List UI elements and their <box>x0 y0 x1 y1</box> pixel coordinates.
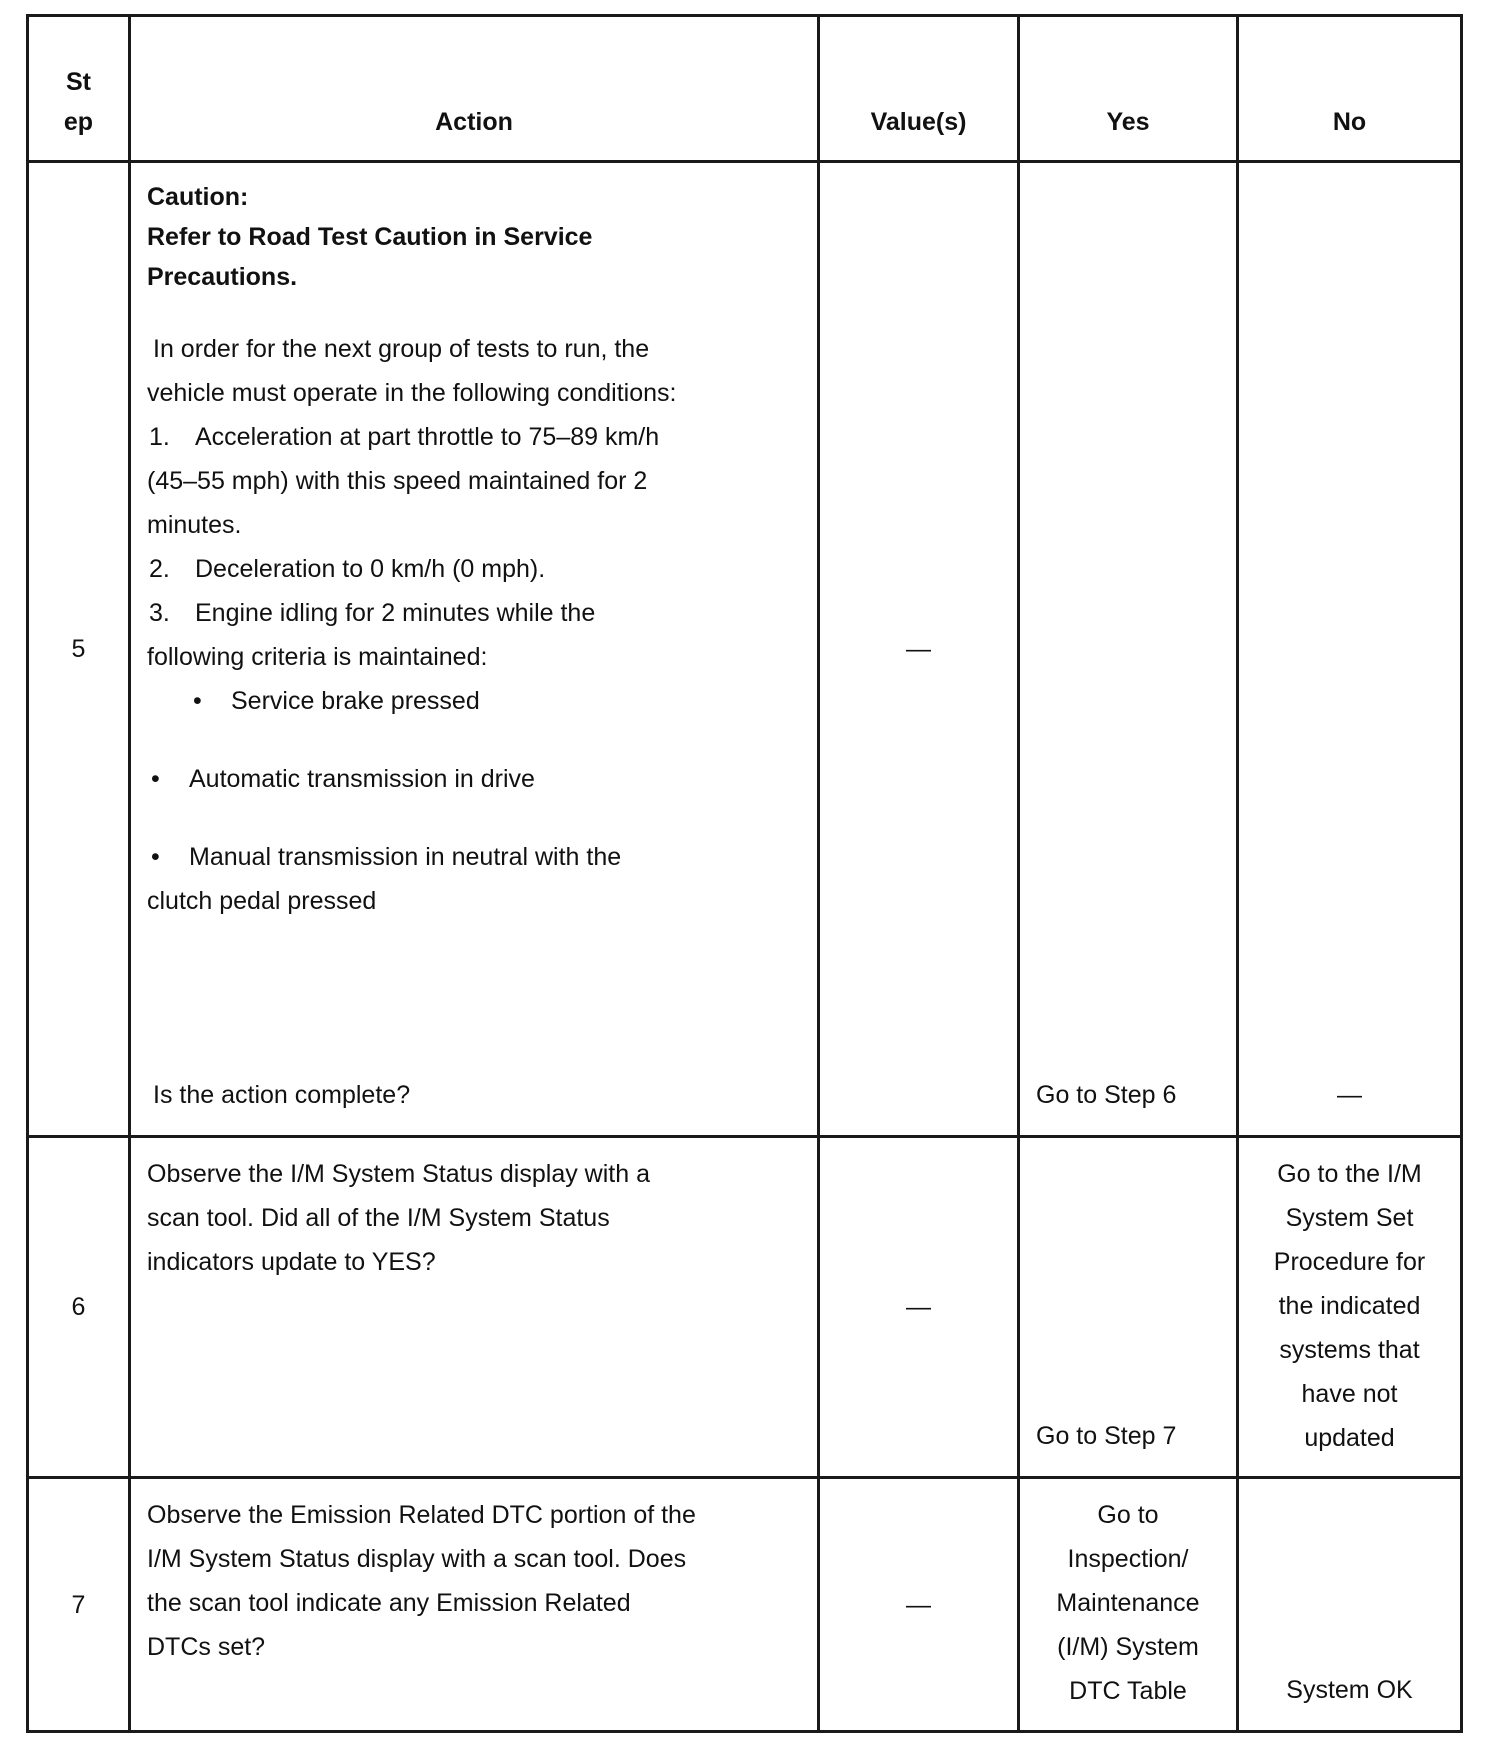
yes-cell: Go to Step 6 <box>1019 162 1238 1137</box>
action-line: I/M System Status display with a scan tool. Does <box>147 1545 687 1573</box>
action-cell <box>130 1137 819 1478</box>
header-step: St ep <box>28 16 130 162</box>
no-cell: Go to the I/M System Set Procedure for the indicated systems that have not updated <box>1238 1137 1462 1478</box>
list-item: 1. Acceleration at part throttle to 75–89 km/h <box>149 423 660 451</box>
intro-line: In order for the next group of tests to run, the <box>153 335 650 363</box>
list-item: 2. Deceleration to 0 km/h (0 mph). <box>149 555 546 583</box>
list-item: 3. Engine idling for 2 minutes while the <box>149 599 596 627</box>
table-row-step-7 <box>28 1478 1462 1732</box>
header-action: Action <box>130 16 819 162</box>
action-line: scan tool. Did all of the I/M System Status <box>147 1204 610 1232</box>
no-cell: — <box>1238 162 1462 1137</box>
action-line: Observe the I/M System Status display with a <box>147 1160 650 1188</box>
yes-cell: Go to Inspection/ Maintenance (I/M) System DTC Table <box>1019 1478 1238 1732</box>
value-cell: — <box>819 162 1019 1137</box>
table-row-step-6 <box>28 1137 1462 1478</box>
header-yes: Yes <box>1019 16 1238 162</box>
bullet-item: • Manual transmission in neutral with the <box>147 835 803 879</box>
caution-text-line: Precautions. <box>147 263 298 291</box>
bullet-dot: • <box>193 687 202 715</box>
header-row <box>28 16 1462 162</box>
step-number: 6 <box>28 1137 130 1478</box>
action-line: DTCs set? <box>147 1633 266 1661</box>
intro-line: vehicle must operate in the following conditions: <box>147 379 677 407</box>
table-row-step-5 <box>28 162 1462 1137</box>
value-cell: — <box>819 1478 1019 1732</box>
no-cell: System OK <box>1238 1478 1462 1732</box>
yes-cell: Go to Step 7 <box>1019 1137 1238 1478</box>
bullet-dot: • <box>151 843 160 871</box>
header-no: No <box>1238 16 1462 162</box>
action-cell <box>130 162 819 1137</box>
step-number: 7 <box>28 1478 130 1732</box>
list-item-cont: (45–55 mph) with this speed maintained for 2 <box>147 467 648 495</box>
caution-text-line: Refer to Road Test Caution in Service <box>147 223 593 251</box>
bullet-item: • Automatic transmission in drive <box>147 757 803 801</box>
action-line: the scan tool indicate any Emission Related <box>147 1589 631 1617</box>
step-number: 5 <box>28 162 130 1137</box>
action-line: indicators update to YES? <box>147 1248 436 1276</box>
caution-title: Caution: <box>147 183 249 211</box>
action-cell <box>130 1478 819 1732</box>
list-item-cont: following criteria is maintained: <box>147 643 488 671</box>
action-question: Is the action complete? <box>153 1081 411 1109</box>
diagnostic-table <box>26 14 1463 1733</box>
action-line: Observe the Emission Related DTC portion of the <box>147 1501 696 1529</box>
bullet-item: • Service brake pressed <box>147 679 803 723</box>
value-cell: — <box>819 1137 1019 1478</box>
bullet-dot: • <box>151 765 160 793</box>
header-values: Value(s) <box>819 16 1019 162</box>
bullet-item-cont: clutch pedal pressed <box>147 887 377 915</box>
list-item-cont: minutes. <box>147 511 242 539</box>
